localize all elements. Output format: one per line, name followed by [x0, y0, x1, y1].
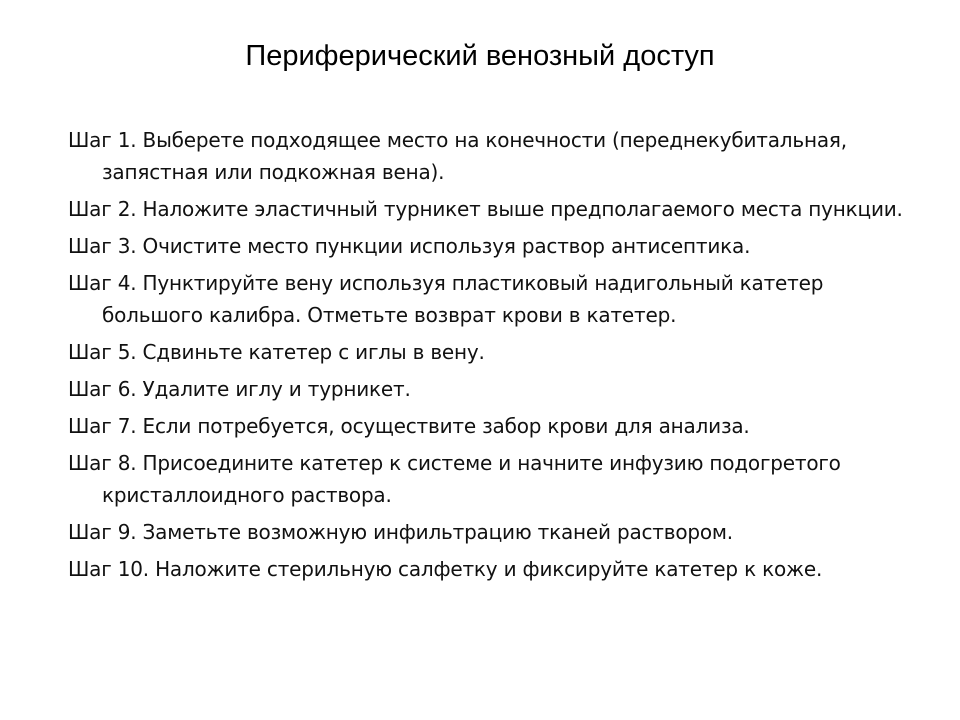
steps-list [68, 124, 918, 590]
step-item: Шаг 8. Присоедините катетер к системе и начните инфузию подогретого кристаллоидного раствора. [68, 451, 841, 507]
step-item: Шаг 5. Сдвиньте катетер с иглы в вену. [68, 340, 485, 364]
slide-title: Периферический венозный доступ [245, 40, 715, 72]
step-item: Шаг 10. Наложите стерильную салфетку и фиксируйте катетер к коже. [68, 557, 823, 581]
step-item: Шаг 2. Наложите эластичный турникет выше предполагаемого места пункции. [68, 197, 903, 221]
step-item: Шаг 4. Пунктируйте вену используя пластиковый надигольный катетер большого калибра. Отметьте возврат крови в катетер. [68, 271, 824, 327]
step-item: Шаг 1. Выберете подходящее место на конечности (переднекубитальная, запястная или подкожная вена). [68, 128, 847, 184]
step-item: Шаг 7. Если потребуется, осуществите забор крови для анализа. [68, 414, 750, 438]
step-item: Шаг 6. Удалите иглу и турникет. [68, 377, 411, 401]
step-item: Шаг 9. Заметьте возможную инфильтрацию тканей раствором. [68, 520, 733, 544]
step-item: Шаг 3. Очистите место пункции используя раствор антисептика. [68, 234, 751, 258]
